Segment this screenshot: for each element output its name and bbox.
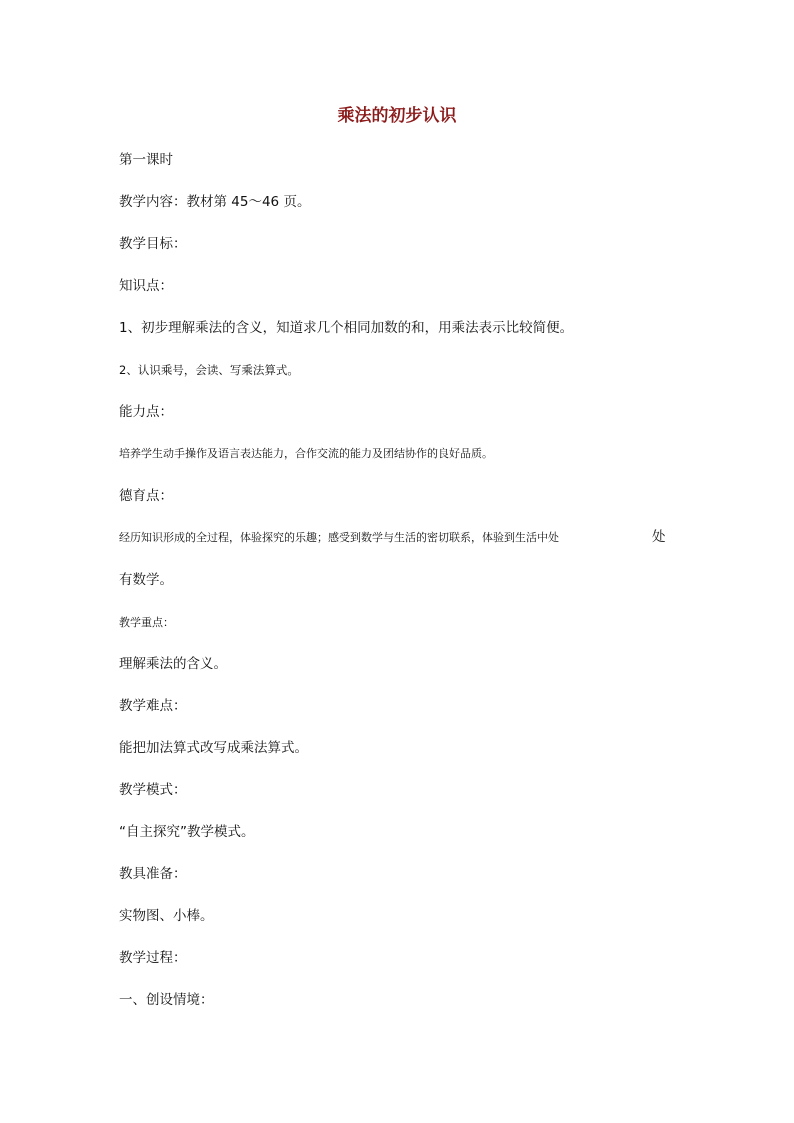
process-heading: 教学过程：: [119, 950, 187, 966]
knowledge-item-1: 1、初步理解乘法的含义，知道求几个相同加数的和，用乘法表示比较简便。: [119, 320, 574, 336]
difficulty-text: 能把加法算式改写成乘法算式。: [119, 740, 308, 756]
knowledge-item-2: 2、认识乘号，会读、写乘法算式。: [119, 363, 299, 377]
ability-text: 培养学生动手操作及语言表达能力，合作交流的能力及团结协作的良好品质。: [119, 447, 493, 460]
mode-heading: 教学模式：: [119, 782, 187, 798]
tools-heading: 教具准备：: [119, 866, 187, 882]
ability-heading: 能力点：: [119, 404, 173, 420]
tools-text: 实物图、小棒。: [119, 908, 214, 924]
teaching-content: 教学内容：教材第 45～46 页。: [119, 194, 311, 210]
moral-text-line-1: 经历知识形成的全过程，体验探究的乐趣；感受到数学与生活的密切联系，体验到生活中处: [119, 531, 559, 544]
moral-text-line-2: 有数学。: [119, 572, 173, 588]
section-1-heading: 一、创设情境：: [119, 992, 214, 1008]
lesson-label: 第一课时: [119, 152, 173, 168]
knowledge-heading: 知识点：: [119, 278, 173, 294]
document-title: 乘法的初步认识: [337, 106, 457, 126]
moral-heading: 德育点：: [119, 488, 173, 504]
goals-heading: 教学目标：: [119, 236, 187, 252]
difficulty-heading: 教学难点：: [119, 698, 187, 714]
key-text: 理解乘法的含义。: [119, 656, 227, 672]
key-heading: 教学重点：: [119, 616, 174, 629]
mode-text: “自主探究”教学模式。: [119, 824, 255, 840]
moral-text-tail: 处: [652, 529, 666, 545]
